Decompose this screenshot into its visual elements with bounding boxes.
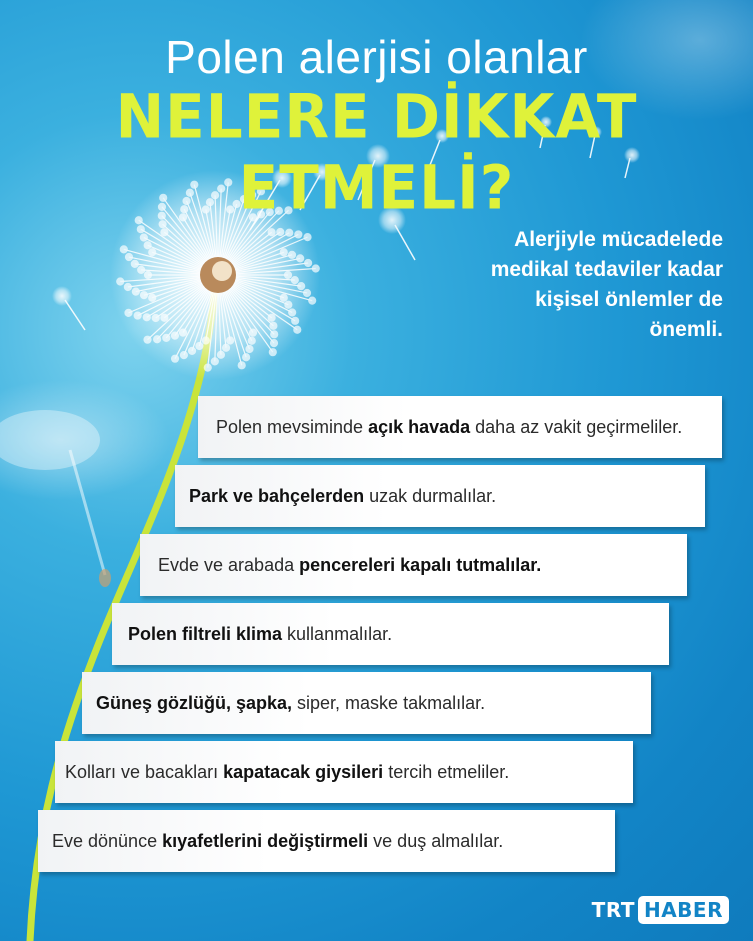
tip-card [112, 603, 669, 665]
tip-text: Eve dönünce kıyafetlerini değiştirmeli ve duş almalılar. [52, 830, 504, 851]
tip-text: Polen mevsiminde açık havada daha az vakit geçirmeliler. [216, 416, 683, 437]
dandelion-seed-tip [149, 294, 156, 301]
title-line-1: Polen alerjisi olanlar [165, 31, 588, 83]
dandelion-seed-tip [134, 312, 141, 319]
dandelion-seed-tip [250, 329, 257, 336]
tip-card [198, 396, 722, 458]
dandelion-seed-tip [189, 347, 196, 354]
dandelion-seed-tip [144, 242, 151, 249]
dandelion-seed-tip [295, 231, 302, 238]
dandelion-seed-tip [312, 265, 319, 272]
logo-trt: TRT [591, 898, 635, 922]
dandelion-seed-tip [305, 259, 312, 266]
dandelion-seed-tip [124, 284, 131, 291]
dandelion-seed-tip [117, 278, 124, 285]
dandelion-seed-tip [291, 277, 298, 284]
dandelion-seed-tip [309, 297, 316, 304]
dandelion-seed-tip [227, 337, 234, 344]
dandelion-seed-tip [289, 309, 296, 316]
dandelion-seed-tip [304, 289, 311, 296]
tip-text: Güneş gözlüğü, şapka, siper, maske takmalılar. [96, 692, 486, 713]
dandelion-seed-tip [154, 336, 161, 343]
dandelion-seed-tip [297, 255, 304, 262]
dandelion-seed-tip [161, 229, 168, 236]
dandelion-seed-tip [180, 352, 187, 359]
tip-card [140, 534, 687, 596]
dandelion-seed-tip [131, 260, 138, 267]
tip-text: Kolları ve bacakları kapatacak giysileri tercih etmeliler. [65, 761, 510, 782]
dandelion-seed-tip [161, 314, 168, 321]
dandelion-seed-tip [298, 283, 305, 290]
dandelion-seed-tip [238, 362, 245, 369]
dandelion-seed-tip [285, 272, 292, 279]
tip-text: Evde ve arabada pencereleri kapalı tutmalılar. [158, 554, 542, 575]
dandelion-seed-tip [280, 249, 287, 256]
tip-card [175, 465, 705, 527]
dandelion-seed-tip [268, 229, 275, 236]
subtitle-line: kişisel önlemler de [535, 288, 723, 311]
dandelion-seed-tip [294, 326, 301, 333]
dandelion-seed-tip [269, 349, 276, 356]
subtitle-line: Alerjiyle mücadelede [514, 228, 723, 251]
dandelion-seed-tip [172, 355, 179, 362]
tip-card [82, 672, 651, 734]
dandelion-seed-tip [143, 314, 150, 321]
dandelion-seed-tip [140, 234, 147, 241]
subtitle-line: önemli. [649, 318, 723, 341]
dandelion-seed-tip [163, 334, 170, 341]
dandelion-seed-tip [149, 249, 156, 256]
tip-text: Park ve bahçelerden uzak durmalılar. [189, 485, 497, 506]
logo-haber: HABER [638, 896, 729, 924]
dandelion-seed-tip [144, 336, 151, 343]
dandelion-seed-tip [270, 322, 277, 329]
dandelion-seed-tip [292, 317, 299, 324]
dandelion-seed-tip [280, 294, 287, 301]
dandelion-seed-tip [120, 246, 127, 253]
trt-haber-logo [592, 896, 729, 924]
dandelion-seed-tip [268, 314, 275, 321]
dandelion-seed-tip [202, 337, 209, 344]
dandelion-seed-tip [271, 340, 278, 347]
dandelion-seed-tip [243, 354, 250, 361]
subtitle-line: medikal tedaviler kadar [490, 258, 723, 281]
dandelion-seed-tip [132, 288, 139, 295]
dandelion-seed-tip [304, 234, 311, 241]
dandelion-seed-tip [217, 351, 224, 358]
dandelion-seed-tip [211, 358, 218, 365]
dandelion-seed-tip [145, 272, 152, 279]
dandelion-seed-tip [277, 229, 284, 236]
dandelion-seed-tip [152, 314, 159, 321]
dandelion-seed-tip [180, 329, 187, 336]
dandelion-seed-tip [140, 292, 147, 299]
dandelion-seed-tip [137, 226, 144, 233]
subtitle [423, 225, 723, 345]
tip-card [38, 810, 615, 872]
dandelion-seed-tip [223, 344, 230, 351]
dandelion-seed-tip [286, 229, 293, 236]
dandelion-seed-tip [248, 337, 255, 344]
tip-text: Polen filtreli klima kullanmalılar. [128, 623, 393, 644]
dandelion-seed-tip [289, 251, 296, 258]
dandelion-seed-tip [271, 331, 278, 338]
dandelion-seed-tip [246, 345, 253, 352]
dandelion-seed-tip [125, 254, 132, 261]
dandelion-seed-tip [285, 301, 292, 308]
dandelion-seed-tip [171, 332, 178, 339]
dandelion-seed-tip [125, 309, 132, 316]
title-line-2: NELERE DİKKAT ETMELİ? [115, 80, 638, 224]
tip-card [55, 741, 633, 803]
dandelion-seed-tip [196, 342, 203, 349]
dandelion-seed-tip [138, 266, 145, 273]
dandelion-seed-tip [204, 364, 211, 371]
